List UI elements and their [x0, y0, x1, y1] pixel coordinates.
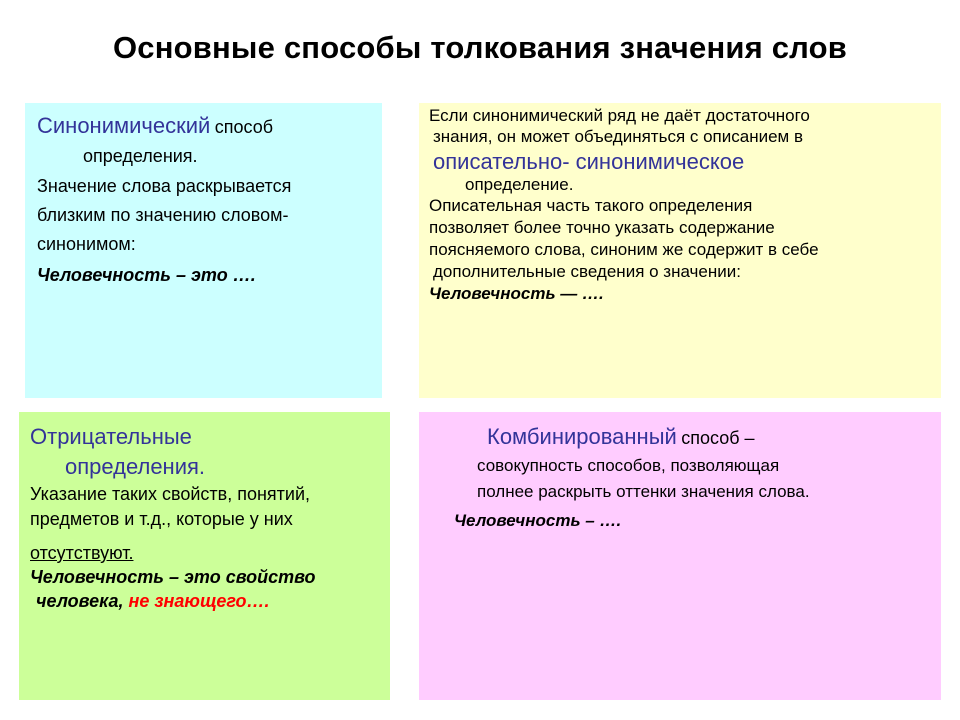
negative-example-part: человека, — [36, 591, 124, 611]
descriptive-intro-line: Если синонимический ряд не даёт достаточного — [429, 106, 810, 125]
descriptive-body-line: дополнительные сведения о значении: — [433, 262, 741, 281]
descriptive-body-line: Описательная часть такого определения — [429, 196, 753, 215]
synonym-heading — [37, 115, 273, 137]
descriptive-method-box — [419, 103, 941, 398]
negative-absent-word: отсутствуют. — [30, 543, 134, 563]
combined-body-line: совокупность способов, позволяющая — [477, 456, 780, 475]
combined-term-rest: способ – — [681, 428, 755, 448]
descriptive-term-rest: определение. — [465, 175, 574, 194]
synonym-heading-line2: определения. — [83, 146, 198, 166]
combined-term: Комбинированный — [487, 424, 677, 449]
descriptive-example: Человечность — …. — [429, 284, 604, 303]
combined-example: Человечность – …. — [454, 511, 622, 530]
synonym-term-rest: способ — [214, 117, 274, 137]
synonym-body-line: Значение слова раскрывается — [37, 176, 292, 196]
descriptive-body-line: позволяет более точно указать содержание — [429, 218, 775, 237]
negative-method-box — [19, 412, 390, 700]
combined-heading — [487, 426, 755, 448]
synonym-method-box — [25, 103, 382, 398]
negative-body-line: Указание таких свойств, понятий, — [30, 484, 310, 504]
descriptive-body-line: поясняемого слова, синоним же содержит в себе — [429, 240, 819, 259]
negative-example-emphasis: не знающего…. — [128, 591, 270, 611]
synonym-example: Человечность – это …. — [37, 265, 256, 285]
combined-method-box — [419, 412, 941, 700]
synonym-body-line: близким по значению словом- — [37, 205, 289, 225]
combined-body-line: полнее раскрыть оттенки значения слова. — [477, 482, 810, 501]
synonym-body-line: синонимом: — [37, 234, 136, 254]
descriptive-term: описательно- синонимическое — [433, 149, 745, 174]
negative-term-line2: определения. — [65, 454, 206, 479]
descriptive-intro-line: знания, он может объединяться с описанием в — [433, 127, 803, 146]
negative-example-line1: Человечность – это свойство — [30, 567, 316, 587]
page-title: Основные способы толкования значения слов — [112, 30, 848, 65]
negative-body-line: предметов и т.д., которые у них — [30, 509, 293, 529]
synonym-term: Синонимический — [37, 113, 211, 138]
negative-term: Отрицательные — [30, 424, 192, 449]
negative-example-line2 — [36, 592, 270, 610]
